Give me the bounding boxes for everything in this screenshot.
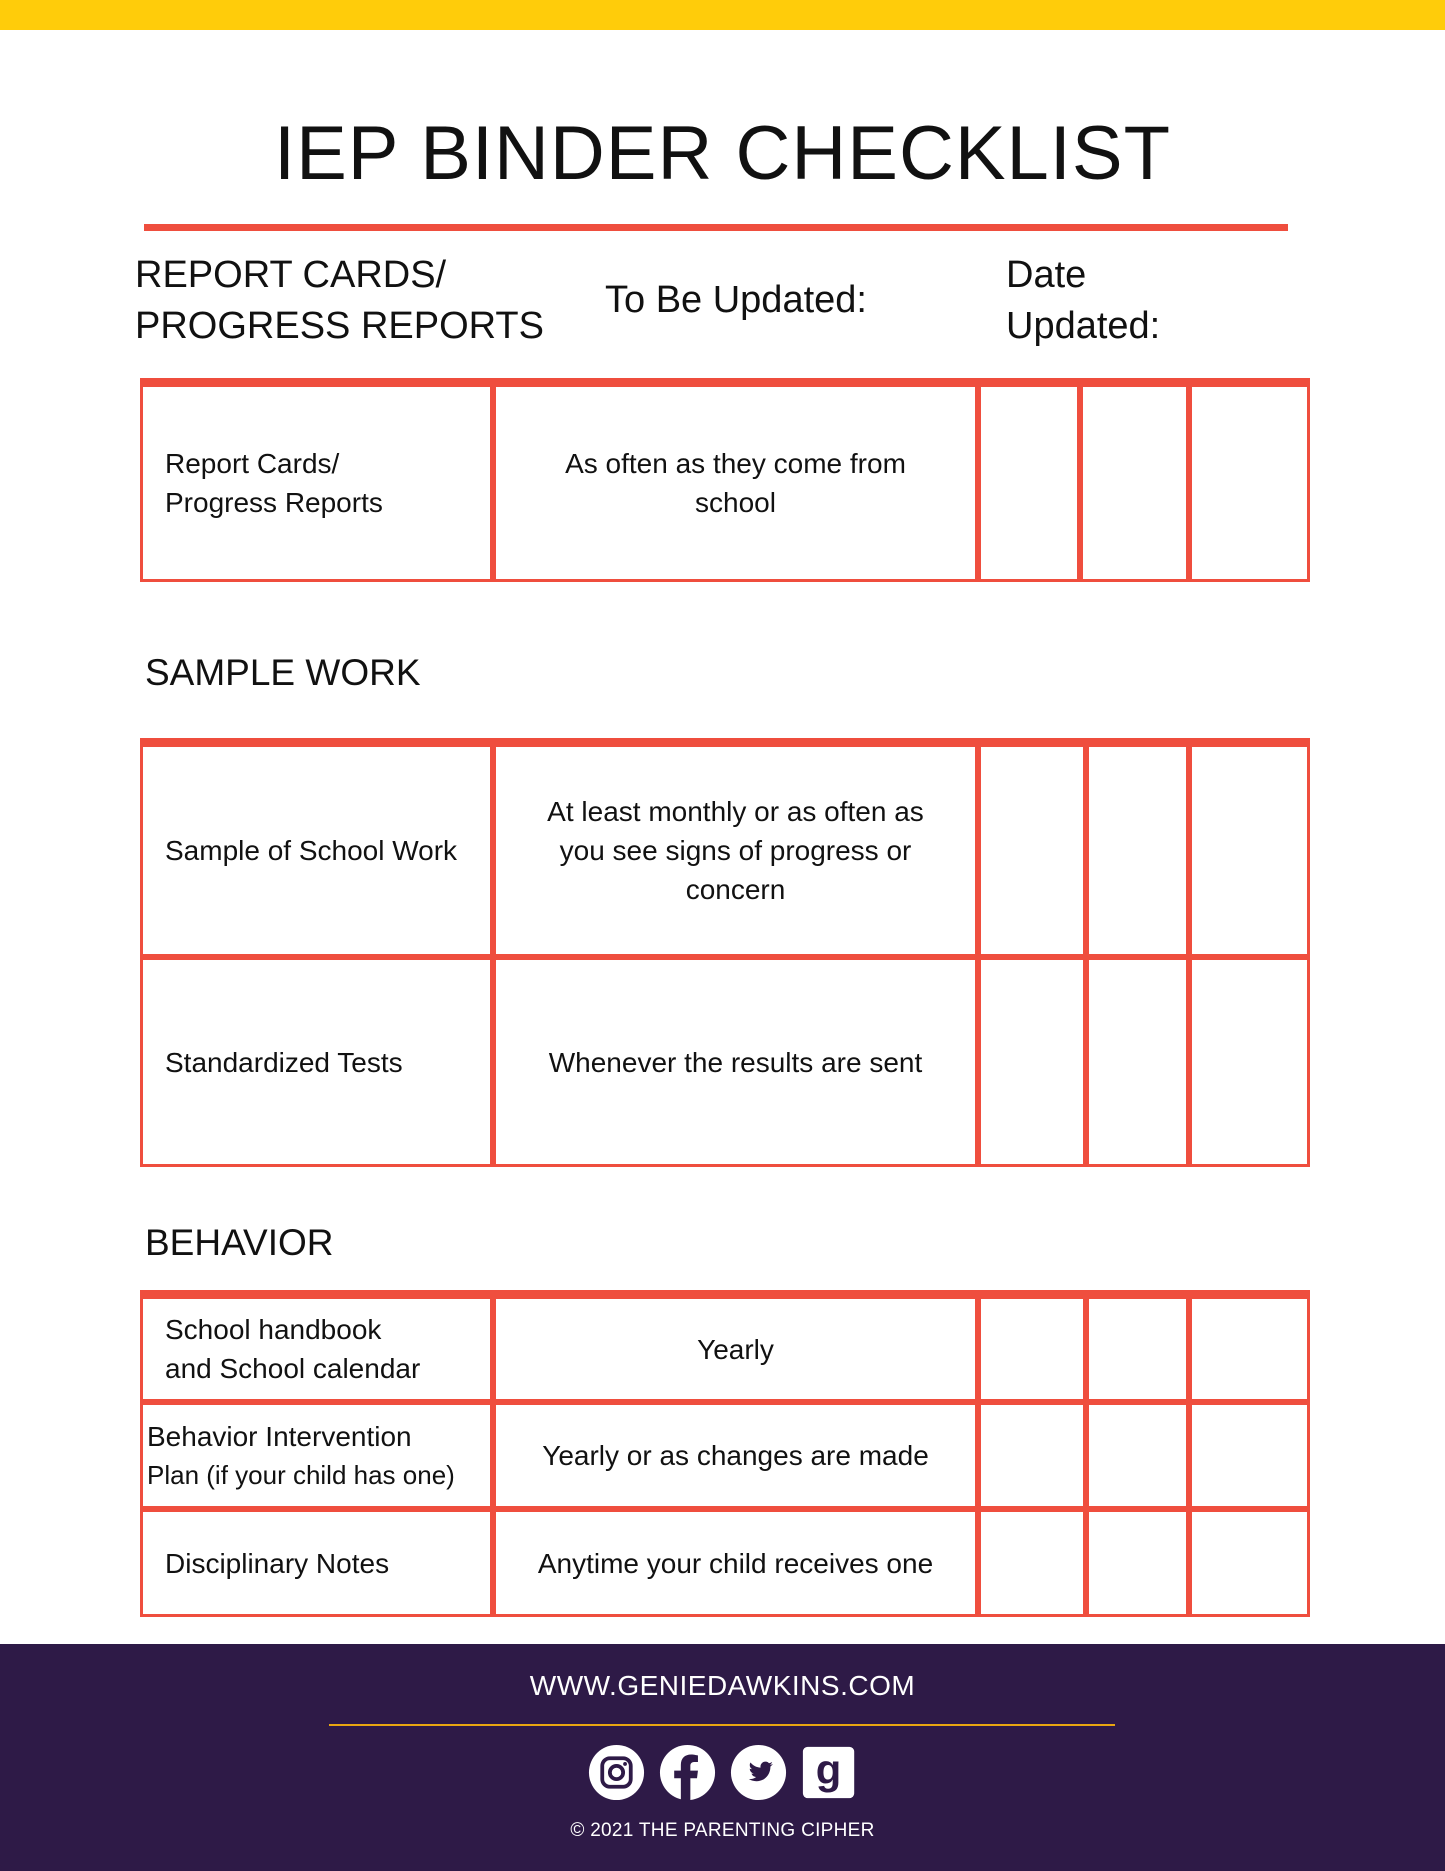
footer	[0, 1644, 1445, 1871]
date-cell[interactable]	[1189, 1509, 1310, 1617]
item-cell: Disciplinary Notes	[140, 1509, 493, 1617]
frequency-cell: Anytime your child receives one	[493, 1509, 978, 1617]
website-link[interactable]: WWW.GENIEDAWKINS.COM	[529, 1670, 916, 1701]
date-cell[interactable]	[1189, 744, 1310, 957]
date-cell[interactable]	[1080, 384, 1189, 582]
goodreads-icon[interactable]	[801, 1744, 858, 1801]
frequency-cell: At least monthly or as often as you see signs of progress or concern	[493, 744, 978, 957]
facebook-icon[interactable]	[659, 1744, 716, 1801]
item-cell: Sample of School Work	[140, 744, 493, 957]
date-cell[interactable]	[1189, 957, 1310, 1167]
behavior-table	[140, 1290, 1310, 1617]
social-icons	[0, 1744, 1445, 1801]
header-date-line2: Updated:	[1006, 305, 1161, 347]
header-category-line2: PROGRESS REPORTS	[135, 305, 544, 347]
table-row	[140, 957, 1310, 1167]
sample-work-table	[140, 738, 1310, 1167]
header-date-line1: Date	[1006, 254, 1087, 296]
instagram-icon[interactable]	[588, 1744, 645, 1801]
table-row	[140, 1509, 1310, 1617]
twitter-icon[interactable]	[730, 1744, 787, 1801]
date-cell[interactable]	[1086, 1402, 1189, 1509]
date-cell[interactable]	[1189, 1296, 1310, 1402]
date-cell[interactable]	[978, 744, 1086, 957]
footer-divider	[329, 1724, 1115, 1726]
page-title: IEP BINDER CHECKLIST	[273, 111, 1172, 196]
header-date-updated	[1006, 250, 1160, 352]
table-row	[140, 1296, 1310, 1402]
date-cell[interactable]	[978, 957, 1086, 1167]
top-accent-bar	[0, 0, 1445, 30]
report-cards-table	[140, 378, 1310, 582]
section-heading-sample-work: SAMPLE WORK	[145, 652, 421, 693]
section-heading-behavior: BEHAVIOR	[145, 1222, 334, 1263]
item-cell: Report Cards/ Progress Reports	[140, 384, 493, 582]
header-to-be-updated: To Be Updated:	[605, 279, 867, 321]
title-divider	[144, 224, 1288, 231]
date-cell[interactable]	[1086, 1296, 1189, 1402]
date-cell[interactable]	[978, 1402, 1086, 1509]
date-cell[interactable]	[978, 1296, 1086, 1402]
table-row	[140, 1402, 1310, 1509]
table-row	[140, 384, 1310, 582]
frequency-cell: Yearly	[493, 1296, 978, 1402]
date-cell[interactable]	[978, 1509, 1086, 1617]
header-category-line1: REPORT CARDS/	[135, 254, 447, 296]
date-cell[interactable]	[1189, 1402, 1310, 1509]
svg-text:g: g	[815, 1745, 841, 1793]
date-cell[interactable]	[1086, 1509, 1189, 1617]
table-row	[140, 744, 1310, 957]
date-cell[interactable]	[1086, 957, 1189, 1167]
copyright: © 2021 THE PARENTING CIPHER	[570, 1820, 875, 1841]
item-cell: Standardized Tests	[140, 957, 493, 1167]
date-cell[interactable]	[1189, 384, 1310, 582]
item-cell: School handbook and School calendar	[140, 1296, 493, 1402]
date-cell[interactable]	[1086, 744, 1189, 957]
item-cell: Behavior Intervention Plan (if your child has one)	[140, 1402, 493, 1509]
header-category	[135, 250, 544, 352]
frequency-cell: Whenever the results are sent	[493, 957, 978, 1167]
date-cell[interactable]	[978, 384, 1080, 582]
frequency-cell: As often as they come from school	[493, 384, 978, 582]
frequency-cell: Yearly or as changes are made	[493, 1402, 978, 1509]
